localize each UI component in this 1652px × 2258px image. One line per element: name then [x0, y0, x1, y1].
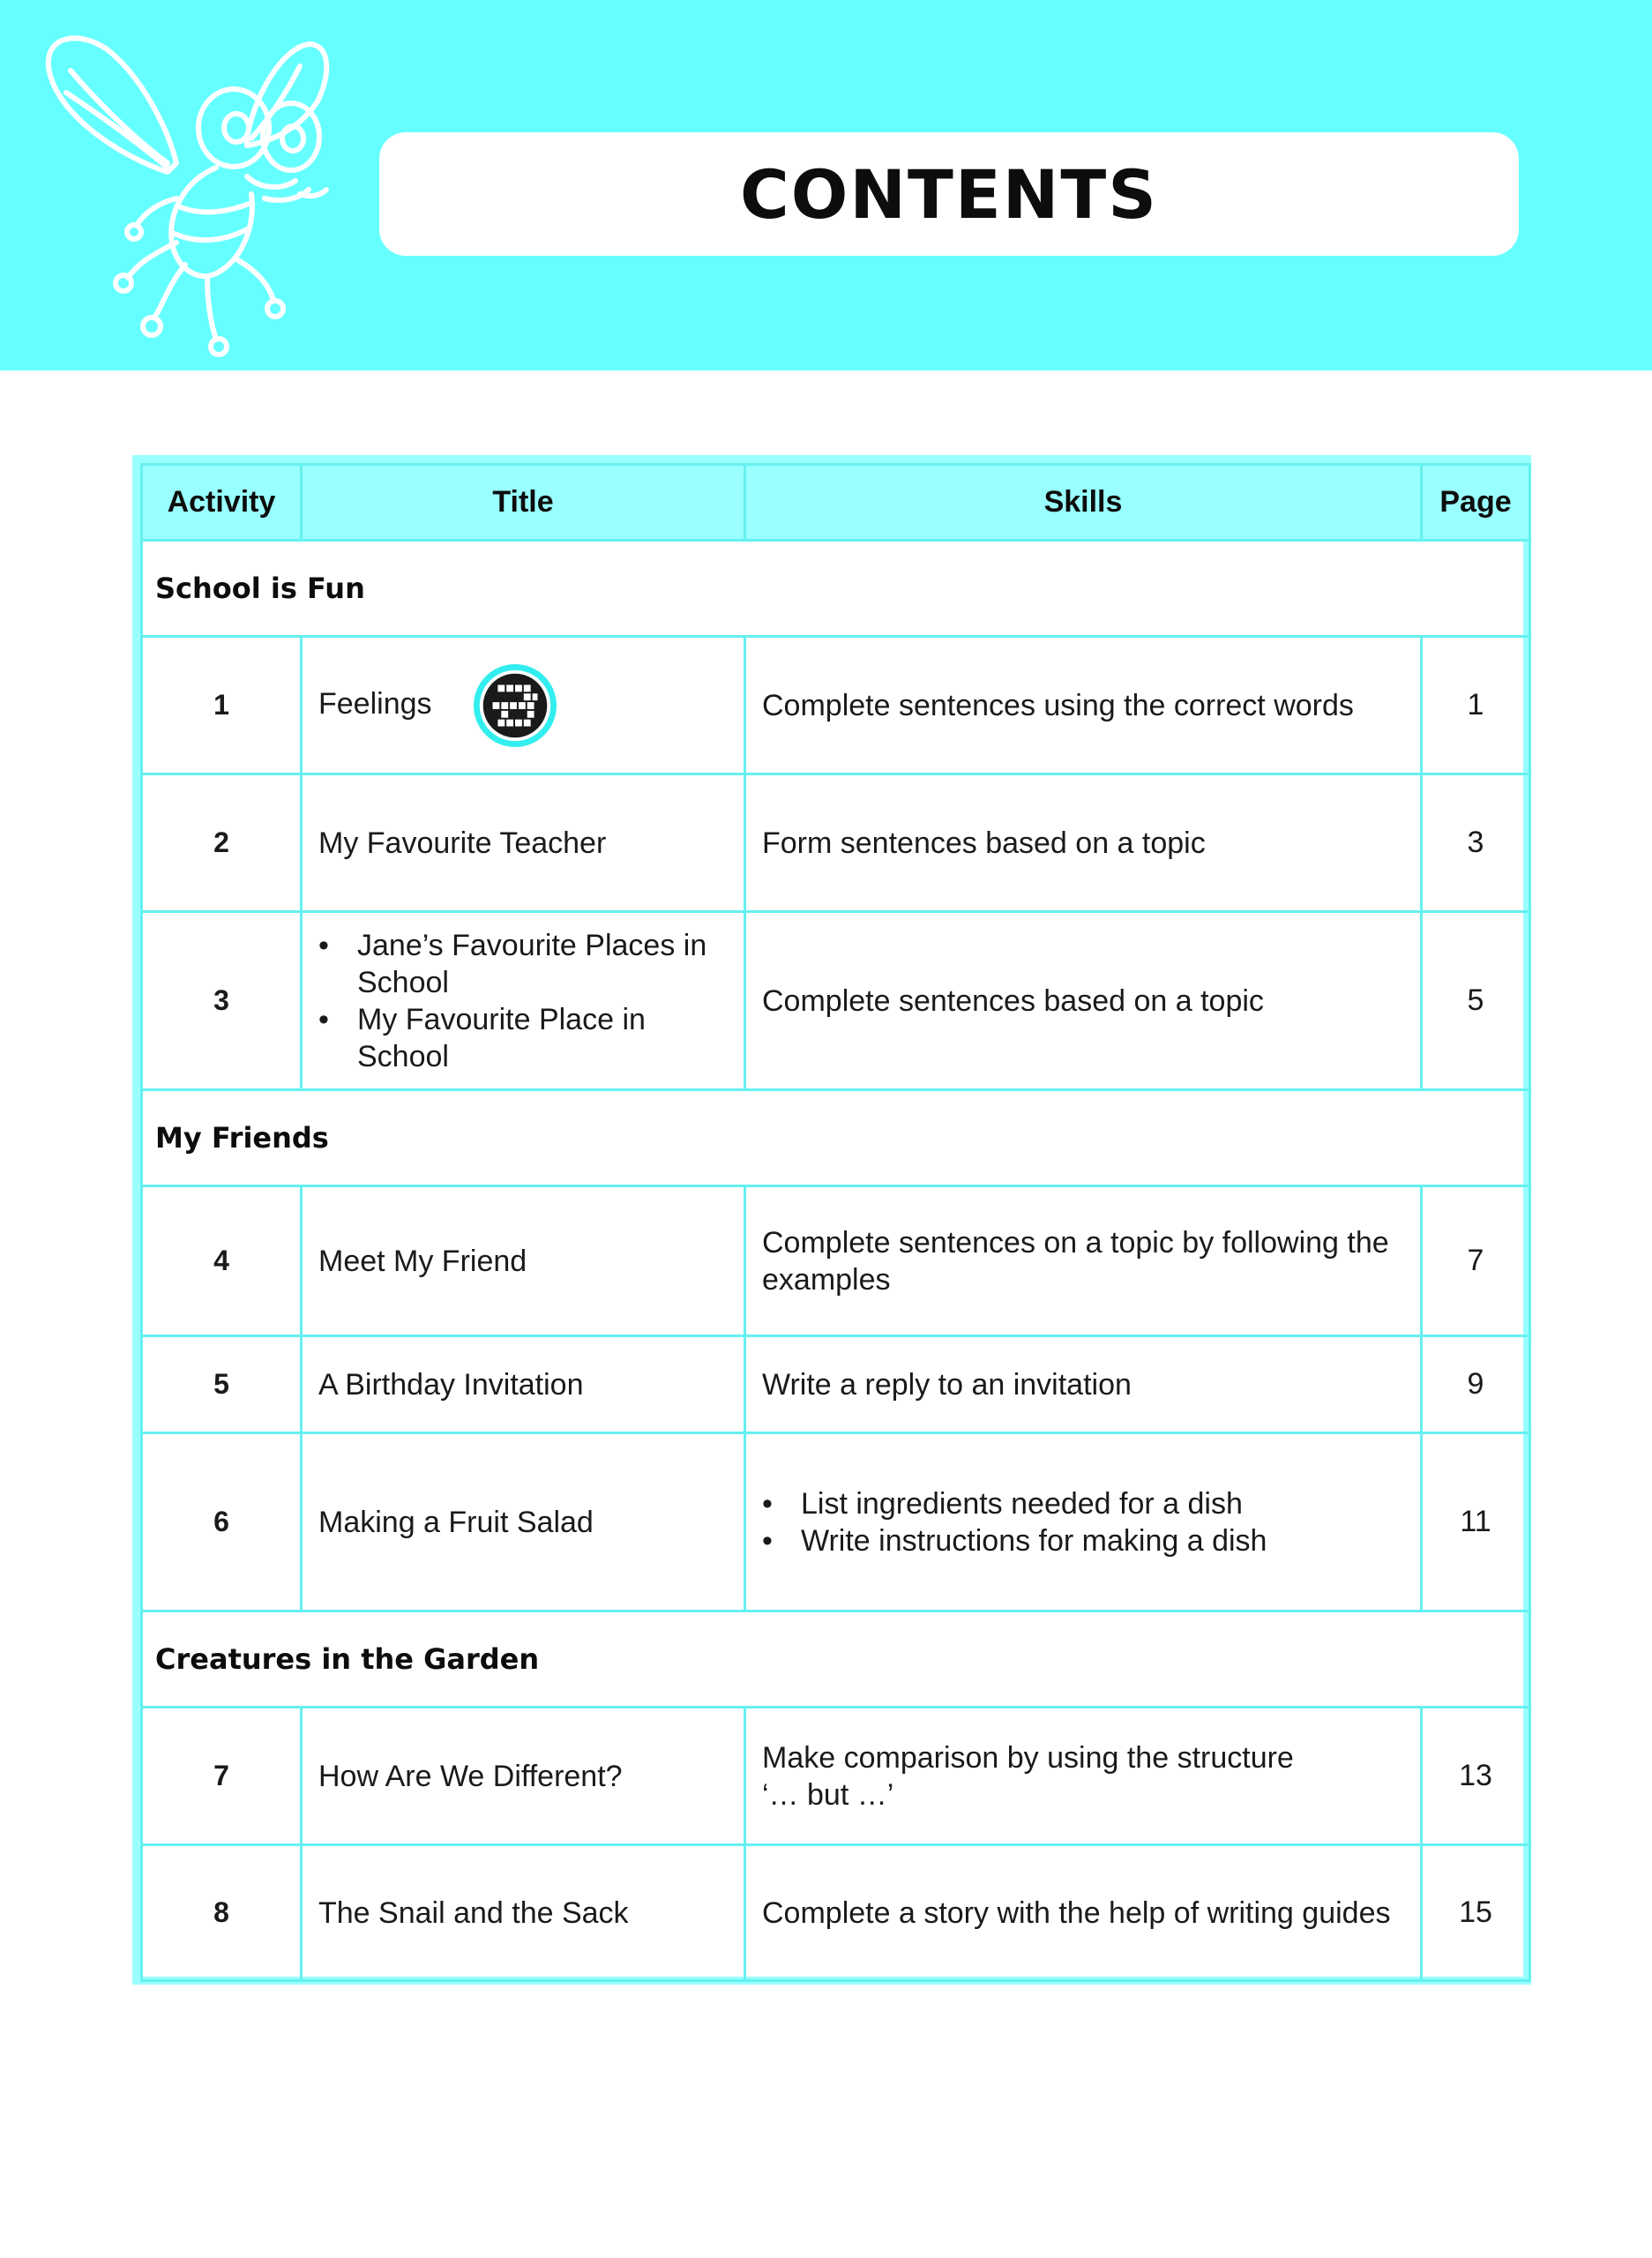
table-row [142, 1845, 1530, 1981]
section-row [142, 1611, 1530, 1708]
activity-skills: Write a reply to an invitation [745, 1336, 1422, 1433]
crossword-icon [472, 662, 558, 749]
title-box [379, 132, 1519, 256]
table-row [142, 1336, 1530, 1433]
activity-title-text: Feelings [318, 686, 432, 721]
column-header-page: Page [1422, 465, 1530, 541]
activity-title [302, 637, 745, 774]
skills-line: ‘… but …’ [762, 1777, 894, 1812]
page-number: 13 [1422, 1708, 1530, 1845]
table-row [142, 1433, 1530, 1611]
page-number: 1 [1422, 637, 1530, 774]
activity-number: 6 [142, 1433, 302, 1611]
activity-title: Meet My Friend [302, 1186, 745, 1336]
skills-line: Make comparison by using the structure [762, 1740, 1294, 1775]
column-header-title: Title [302, 465, 745, 541]
page-number: 15 [1422, 1845, 1530, 1981]
activity-title: Making a Fruit Salad [302, 1433, 745, 1611]
activity-skills: Complete sentences using the correct words [745, 637, 1422, 774]
table-row [142, 637, 1530, 774]
activity-title: A Birthday Invitation [302, 1336, 745, 1433]
contents-table-frame [132, 455, 1531, 1985]
table-row [142, 1186, 1530, 1336]
section-title: Creatures in the Garden [142, 1611, 1530, 1708]
title-bullet: • Jane’s Favourite Places in School [318, 927, 733, 1001]
activity-skills: Complete a story with the help of writing guides [745, 1845, 1422, 1981]
activity-skills: Complete sentences on a topic by following the examples [745, 1186, 1422, 1336]
title-bullet: • My Favourite Place in School [318, 1001, 733, 1075]
column-header-activity: Activity [142, 465, 302, 541]
skills-bullet: • Write instructions for making a dish [762, 1522, 1409, 1559]
page-number: 5 [1422, 912, 1530, 1090]
activity-title [302, 912, 745, 1090]
activity-number: 7 [142, 1708, 302, 1845]
bee-icon [35, 22, 335, 357]
contents-table [140, 463, 1531, 1982]
activity-number: 4 [142, 1186, 302, 1336]
activity-skills [745, 1708, 1422, 1845]
page-number: 7 [1422, 1186, 1530, 1336]
activity-number: 8 [142, 1845, 302, 1981]
activity-skills [745, 1433, 1422, 1611]
page-title: CONTENTS [740, 154, 1158, 234]
skills-bullet-list [762, 1485, 1409, 1559]
activity-title: The Snail and the Sack [302, 1845, 745, 1981]
table-header-row [142, 465, 1530, 541]
header-banner [0, 0, 1652, 370]
table-row [142, 912, 1530, 1090]
page-number: 9 [1422, 1336, 1530, 1433]
section-title: My Friends [142, 1090, 1530, 1186]
activity-title: How Are We Different? [302, 1708, 745, 1845]
section-row [142, 1090, 1530, 1186]
table-row [142, 774, 1530, 912]
section-title: School is Fun [142, 541, 1530, 637]
table-row [142, 1708, 1530, 1845]
column-header-skills: Skills [745, 465, 1422, 541]
activity-skills: Complete sentences based on a topic [745, 912, 1422, 1090]
title-bullet-list [318, 927, 733, 1075]
section-row [142, 541, 1530, 637]
page-number: 3 [1422, 774, 1530, 912]
activity-number: 5 [142, 1336, 302, 1433]
skills-bullet: • List ingredients needed for a dish [762, 1485, 1409, 1522]
activity-number: 1 [142, 637, 302, 774]
activity-title: My Favourite Teacher [302, 774, 745, 912]
activity-skills: Form sentences based on a topic [745, 774, 1422, 912]
page-number: 11 [1422, 1433, 1530, 1611]
activity-number: 2 [142, 774, 302, 912]
activity-number: 3 [142, 912, 302, 1090]
